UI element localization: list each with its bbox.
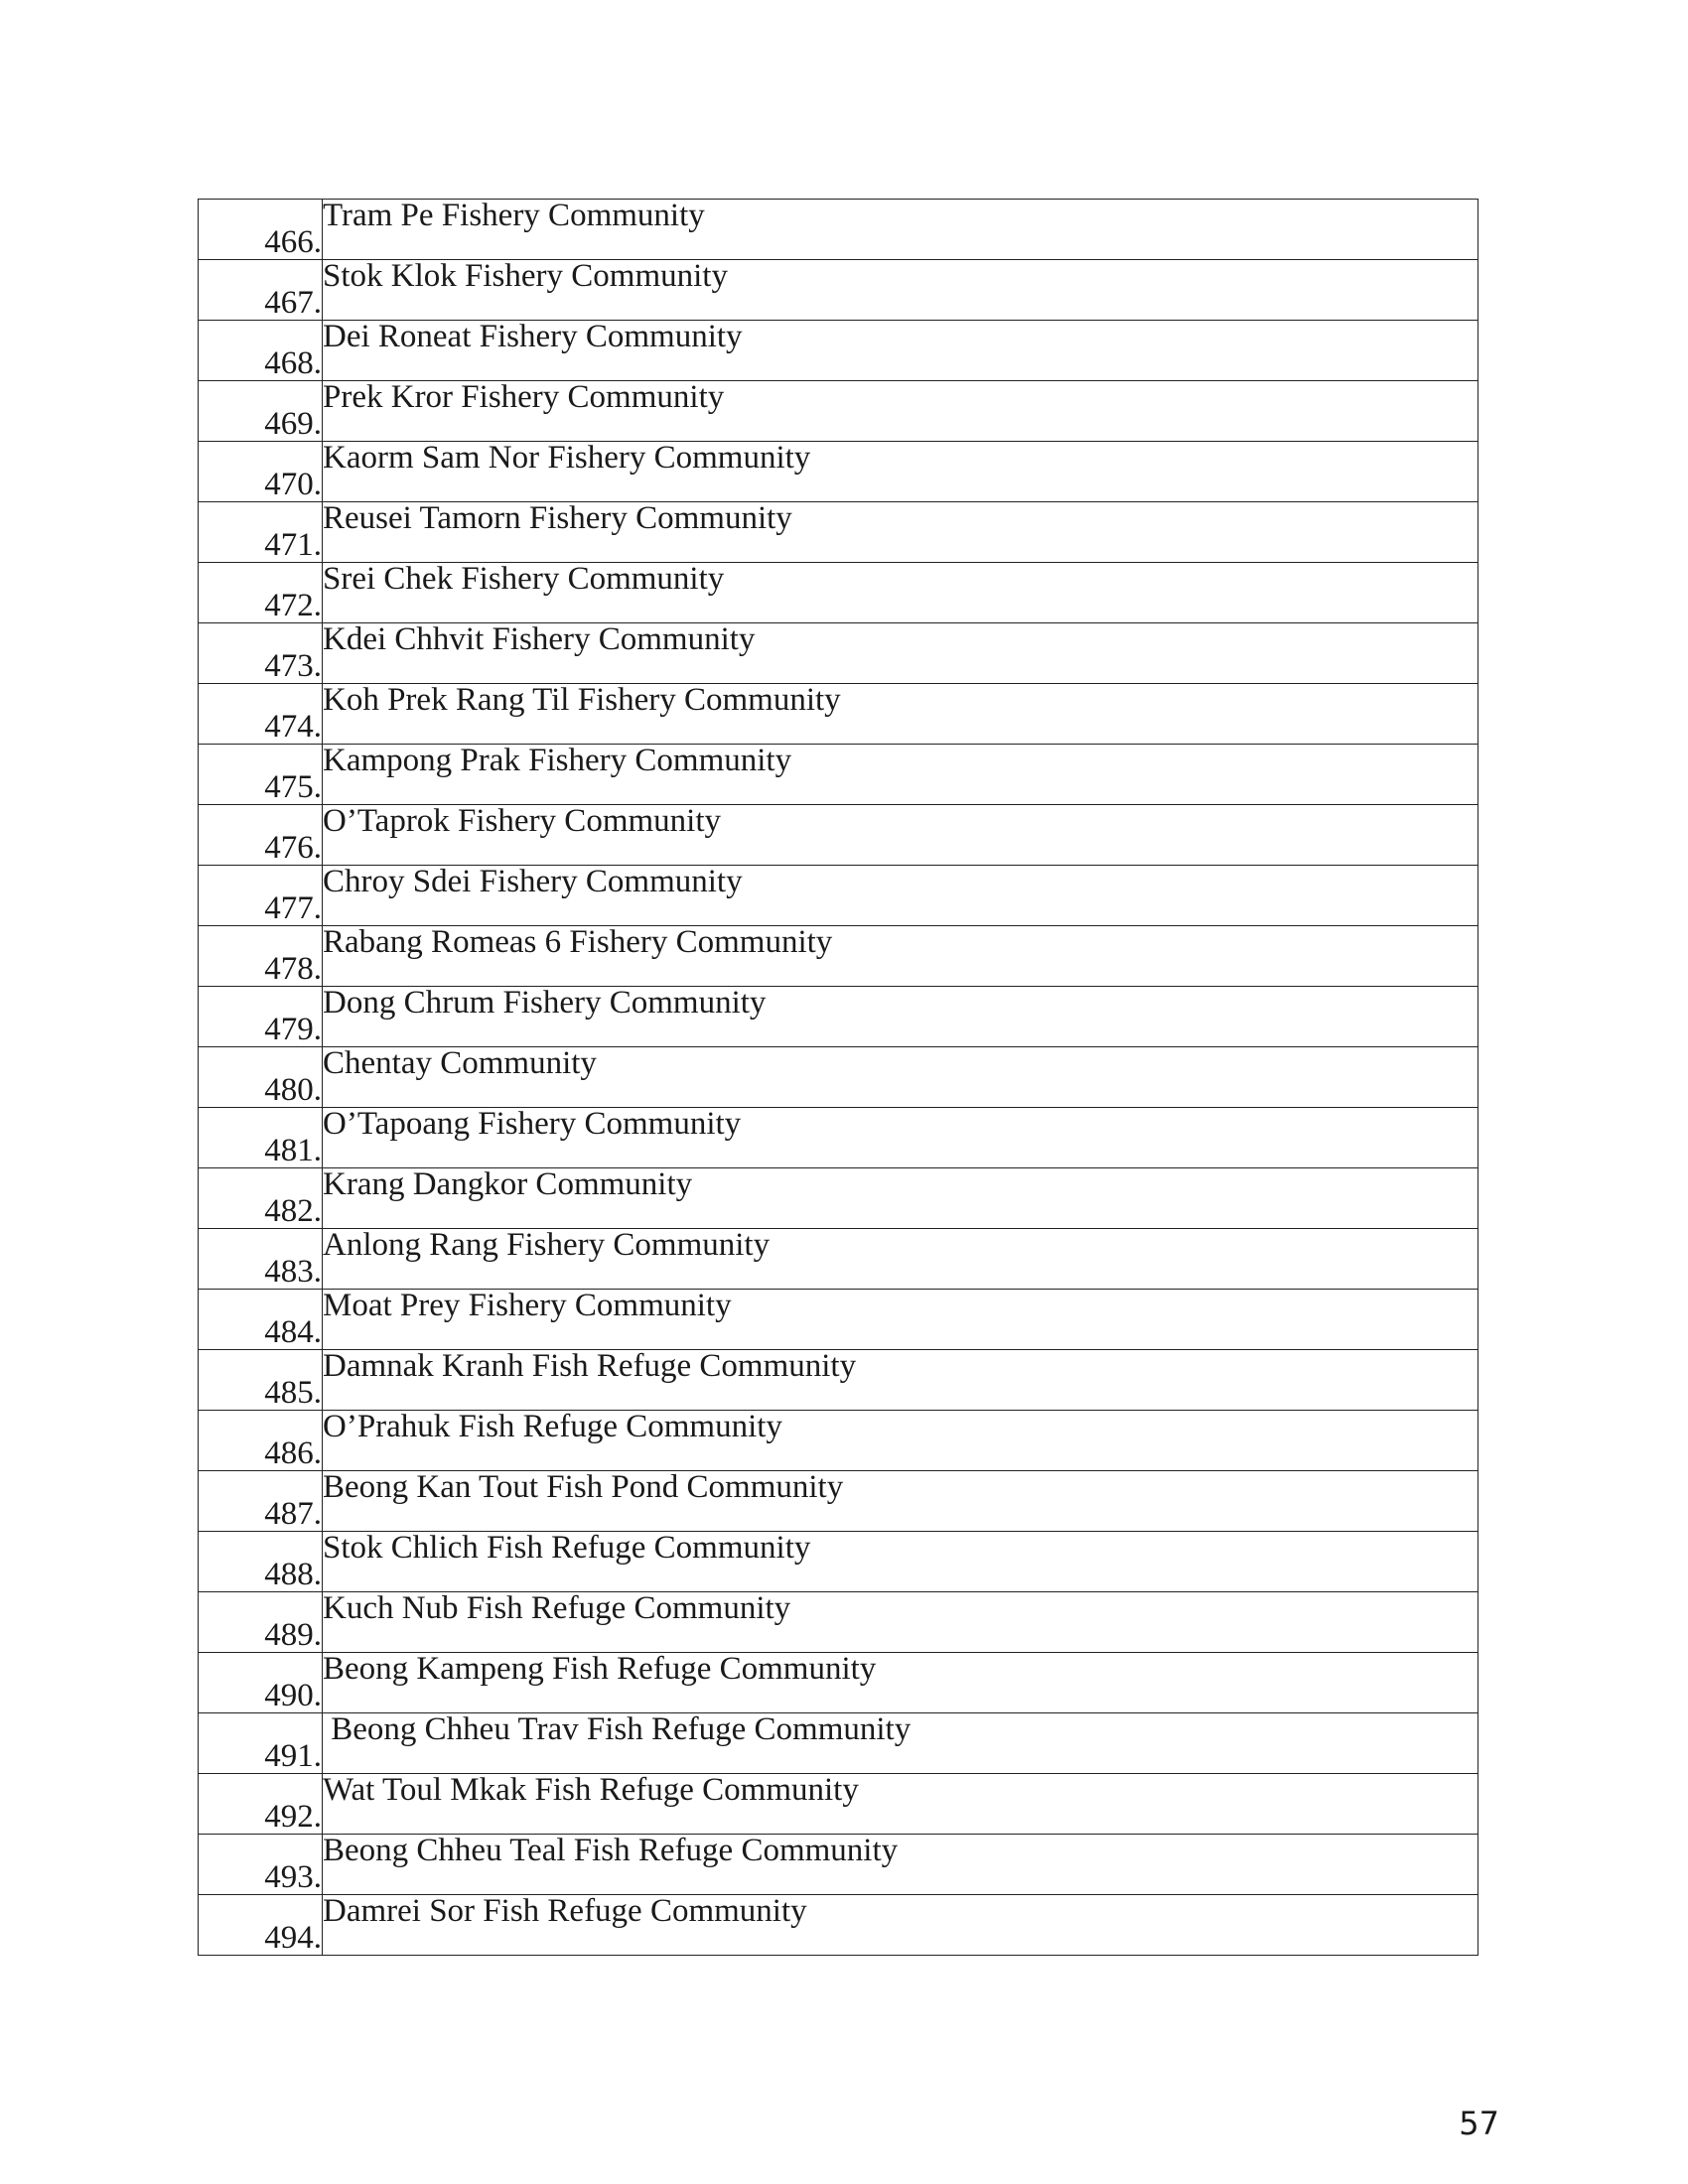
community-table [198,199,1478,1956]
community-name: Dong Chrum Fishery Community [323,987,1478,1047]
community-name: Stok Klok Fishery Community [323,260,1478,321]
community-name: Dei Roneat Fishery Community [323,321,1478,381]
table-row [199,1532,1478,1592]
table-row [199,1471,1478,1532]
row-number: 494. [199,1895,323,1956]
row-number: 469. [199,381,323,442]
table-row [199,866,1478,926]
community-name: O’Tapoang Fishery Community [323,1108,1478,1168]
page-number: 57 [1459,2105,1499,2142]
community-name: Krang Dangkor Community [323,1168,1478,1229]
table-row [199,200,1478,260]
row-number: 472. [199,563,323,623]
row-number: 491. [199,1713,323,1774]
community-name: Beong Kampeng Fish Refuge Community [323,1653,1478,1713]
row-number: 486. [199,1411,323,1471]
row-number: 487. [199,1471,323,1532]
table-row [199,1411,1478,1471]
table-row [199,1774,1478,1835]
table-row [199,805,1478,866]
table-row [199,1835,1478,1895]
row-number: 477. [199,866,323,926]
table-row [199,1229,1478,1290]
community-name: Stok Chlich Fish Refuge Community [323,1532,1478,1592]
row-number: 483. [199,1229,323,1290]
table-row [199,321,1478,381]
community-name: Beong Chheu Teal Fish Refuge Community [323,1835,1478,1895]
row-number: 476. [199,805,323,866]
community-name: Prek Kror Fishery Community [323,381,1478,442]
row-number: 490. [199,1653,323,1713]
table-row [199,1350,1478,1411]
community-name: Kaorm Sam Nor Fishery Community [323,442,1478,502]
community-name: Kampong Prak Fishery Community [323,745,1478,805]
row-number: 471. [199,502,323,563]
community-name: Wat Toul Mkak Fish Refuge Community [323,1774,1478,1835]
row-number: 484. [199,1290,323,1350]
row-number: 479. [199,987,323,1047]
community-name: Srei Chek Fishery Community [323,563,1478,623]
community-table-body [199,200,1478,1956]
table-row [199,987,1478,1047]
community-name: O’Prahuk Fish Refuge Community [323,1411,1478,1471]
table-row [199,260,1478,321]
table-row [199,1108,1478,1168]
table-row [199,1653,1478,1713]
row-number: 481. [199,1108,323,1168]
community-name: Chroy Sdei Fishery Community [323,866,1478,926]
table-row [199,1047,1478,1108]
table-row [199,1168,1478,1229]
table-row [199,442,1478,502]
community-name: O’Taprok Fishery Community [323,805,1478,866]
table-row [199,745,1478,805]
community-name: Koh Prek Rang Til Fishery Community [323,684,1478,745]
community-name: Kdei Chhvit Fishery Community [323,623,1478,684]
row-number: 475. [199,745,323,805]
table-row [199,684,1478,745]
community-name: Anlong Rang Fishery Community [323,1229,1478,1290]
row-number: 474. [199,684,323,745]
table-row [199,381,1478,442]
row-number: 473. [199,623,323,684]
community-name: Damnak Kranh Fish Refuge Community [323,1350,1478,1411]
table-row [199,502,1478,563]
table-row [199,1895,1478,1956]
row-number: 480. [199,1047,323,1108]
table-row [199,926,1478,987]
row-number: 478. [199,926,323,987]
community-name: Damrei Sor Fish Refuge Community [323,1895,1478,1956]
community-name: Reusei Tamorn Fishery Community [323,502,1478,563]
community-name: Kuch Nub Fish Refuge Community [323,1592,1478,1653]
row-number: 492. [199,1774,323,1835]
table-row [199,1592,1478,1653]
community-name: Chentay Community [323,1047,1478,1108]
row-number: 468. [199,321,323,381]
table-row [199,1290,1478,1350]
community-name: Beong Chheu Trav Fish Refuge Community [323,1713,1478,1774]
community-name: Moat Prey Fishery Community [323,1290,1478,1350]
row-number: 467. [199,260,323,321]
community-name: Tram Pe Fishery Community [323,200,1478,260]
community-name: Beong Kan Tout Fish Pond Community [323,1471,1478,1532]
table-row [199,563,1478,623]
table-row [199,623,1478,684]
row-number: 466. [199,200,323,260]
row-number: 482. [199,1168,323,1229]
row-number: 488. [199,1532,323,1592]
row-number: 493. [199,1835,323,1895]
row-number: 470. [199,442,323,502]
community-name: Rabang Romeas 6 Fishery Community [323,926,1478,987]
table-row [199,1713,1478,1774]
row-number: 485. [199,1350,323,1411]
row-number: 489. [199,1592,323,1653]
